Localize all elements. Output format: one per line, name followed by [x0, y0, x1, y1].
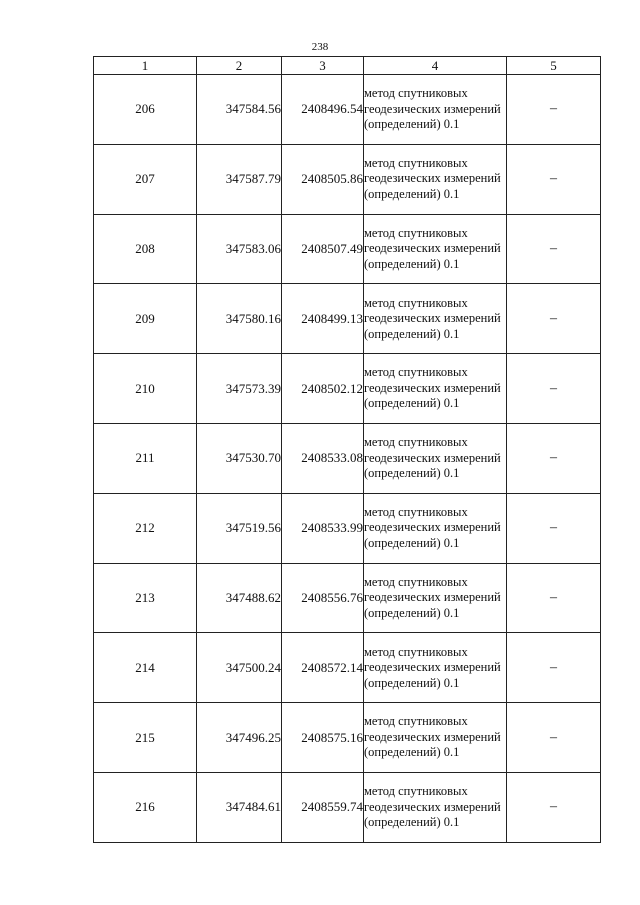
table-row — [94, 772, 601, 842]
note-cell: – — [507, 423, 601, 493]
point-number-cell: 208 — [94, 214, 197, 284]
column-header-1: 1 — [94, 57, 197, 75]
note-cell: – — [507, 284, 601, 354]
point-number-cell: 216 — [94, 772, 197, 842]
method-cell: метод спутниковых геодезических измерений (определений) 0.1 — [364, 75, 507, 145]
note-cell: – — [507, 703, 601, 773]
coordinates-table — [93, 56, 601, 843]
point-number-cell: 212 — [94, 493, 197, 563]
table-row — [94, 75, 601, 145]
table-row — [94, 423, 601, 493]
point-number-cell: 214 — [94, 633, 197, 703]
point-number-cell: 215 — [94, 703, 197, 773]
y-coordinate-cell: 2408533.08 — [282, 423, 364, 493]
method-cell: метод спутниковых геодезических измерений (определений) 0.1 — [364, 772, 507, 842]
y-coordinate-cell: 2408556.76 — [282, 563, 364, 633]
note-cell: – — [507, 772, 601, 842]
table-row — [94, 144, 601, 214]
x-coordinate-cell: 347584.56 — [197, 75, 282, 145]
x-coordinate-cell: 347580.16 — [197, 284, 282, 354]
point-number-cell: 213 — [94, 563, 197, 633]
y-coordinate-cell: 2408499.13 — [282, 284, 364, 354]
note-cell: – — [507, 214, 601, 284]
note-cell: – — [507, 75, 601, 145]
method-cell: метод спутниковых геодезических измерений (определений) 0.1 — [364, 703, 507, 773]
note-cell: – — [507, 354, 601, 424]
x-coordinate-cell: 347530.70 — [197, 423, 282, 493]
point-number-cell: 206 — [94, 75, 197, 145]
point-number-cell: 209 — [94, 284, 197, 354]
table-row — [94, 354, 601, 424]
column-header-3: 3 — [282, 57, 364, 75]
y-coordinate-cell: 2408507.49 — [282, 214, 364, 284]
table-header-row — [94, 57, 601, 75]
y-coordinate-cell: 2408496.54 — [282, 75, 364, 145]
method-cell: метод спутниковых геодезических измерений (определений) 0.1 — [364, 563, 507, 633]
table-row — [94, 703, 601, 773]
y-coordinate-cell: 2408533.99 — [282, 493, 364, 563]
table-row — [94, 284, 601, 354]
y-coordinate-cell: 2408502.12 — [282, 354, 364, 424]
table-row — [94, 493, 601, 563]
column-header-2: 2 — [197, 57, 282, 75]
method-cell: метод спутниковых геодезических измерений (определений) 0.1 — [364, 214, 507, 284]
x-coordinate-cell: 347496.25 — [197, 703, 282, 773]
method-cell: метод спутниковых геодезических измерений (определений) 0.1 — [364, 423, 507, 493]
x-coordinate-cell: 347583.06 — [197, 214, 282, 284]
method-cell: метод спутниковых геодезических измерений (определений) 0.1 — [364, 493, 507, 563]
y-coordinate-cell: 2408575.16 — [282, 703, 364, 773]
point-number-cell: 207 — [94, 144, 197, 214]
x-coordinate-cell: 347573.39 — [197, 354, 282, 424]
note-cell: – — [507, 144, 601, 214]
x-coordinate-cell: 347484.61 — [197, 772, 282, 842]
page-number: 238 — [311, 41, 329, 53]
table-row — [94, 633, 601, 703]
point-number-cell: 210 — [94, 354, 197, 424]
y-coordinate-cell: 2408559.74 — [282, 772, 364, 842]
table-row — [94, 563, 601, 633]
method-cell: метод спутниковых геодезических измерений (определений) 0.1 — [364, 633, 507, 703]
table-body — [94, 75, 601, 843]
point-number-cell: 211 — [94, 423, 197, 493]
x-coordinate-cell: 347587.79 — [197, 144, 282, 214]
column-header-4: 4 — [364, 57, 507, 75]
y-coordinate-cell: 2408505.86 — [282, 144, 364, 214]
x-coordinate-cell: 347519.56 — [197, 493, 282, 563]
method-cell: метод спутниковых геодезических измерений (определений) 0.1 — [364, 284, 507, 354]
method-cell: метод спутниковых геодезических измерений (определений) 0.1 — [364, 354, 507, 424]
y-coordinate-cell: 2408572.14 — [282, 633, 364, 703]
x-coordinate-cell: 347500.24 — [197, 633, 282, 703]
table-row — [94, 214, 601, 284]
method-cell: метод спутниковых геодезических измерений (определений) 0.1 — [364, 144, 507, 214]
column-header-5: 5 — [507, 57, 601, 75]
note-cell: – — [507, 563, 601, 633]
note-cell: – — [507, 493, 601, 563]
x-coordinate-cell: 347488.62 — [197, 563, 282, 633]
note-cell: – — [507, 633, 601, 703]
